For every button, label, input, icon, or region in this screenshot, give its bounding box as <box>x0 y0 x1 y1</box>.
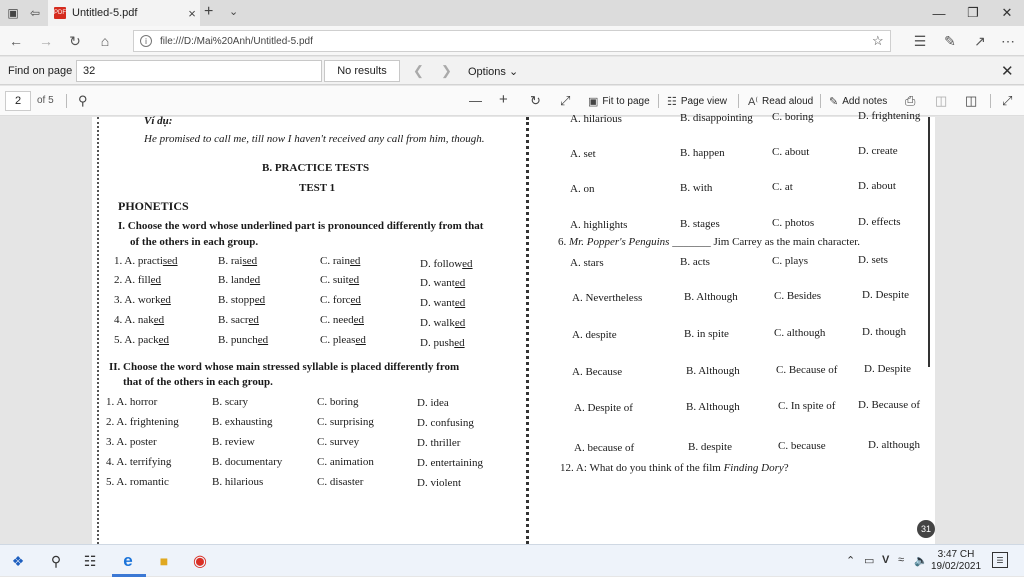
home-icon[interactable]: ⌂ <box>100 33 110 49</box>
stress-option: D. entertaining <box>417 457 483 469</box>
document-viewer[interactable] <box>0 110 1024 544</box>
volume-icon[interactable]: 🔈 <box>914 555 928 567</box>
stress-option: C. surprising <box>317 416 374 428</box>
stress-option: C. disaster <box>317 476 364 488</box>
save-as-icon[interactable]: ◫ <box>965 93 978 108</box>
toolbar-divider <box>658 94 659 108</box>
zoom-out-icon[interactable]: — <box>469 93 482 108</box>
phonetics-option <box>218 334 268 346</box>
minimize-button[interactable]: — <box>932 5 946 21</box>
find-input[interactable]: 32 <box>76 60 322 82</box>
find-label: Find on page <box>8 65 73 77</box>
question-12 <box>560 462 789 474</box>
page-spine-line <box>526 117 529 544</box>
stress-option: D. violent <box>417 477 461 489</box>
favorites-list-icon[interactable]: ☰ <box>913 32 927 49</box>
answer-option: C. plays <box>772 255 809 267</box>
answer-option: D. Despite <box>864 363 912 375</box>
underlined-part: ed <box>160 294 171 306</box>
film-title: Mr. Popper's Penguins <box>569 236 670 248</box>
tray-chevron-icon[interactable]: ⌃ <box>846 555 856 567</box>
system-clock[interactable] <box>930 549 982 573</box>
option-text: C. need <box>320 314 354 326</box>
answer-option: A. because of <box>574 442 635 454</box>
question-text: 6. <box>558 236 569 248</box>
question-text: ? <box>783 462 789 474</box>
answer-option: B. stages <box>680 218 720 230</box>
add-notes-button[interactable] <box>829 95 887 108</box>
windows-start-icon[interactable]: ❖ <box>11 552 25 569</box>
underlined-part: ed <box>254 294 266 306</box>
option-text: 2. A. fill <box>114 274 151 286</box>
network-icon[interactable]: ≈ <box>898 554 905 566</box>
find-next-icon[interactable]: ❯ <box>441 63 452 78</box>
phonetics-option <box>114 274 161 286</box>
find-options-button[interactable]: Options ⌄ <box>468 66 519 78</box>
stress-option: B. hilarious <box>212 476 264 488</box>
answer-option: A. despite <box>572 329 617 341</box>
underlined-part: ed <box>248 314 259 326</box>
question-6 <box>558 236 860 248</box>
stress-option: B. scary <box>212 396 249 408</box>
notification-center-icon[interactable]: ☰ <box>992 552 1008 568</box>
answer-option: A. stars <box>570 257 604 269</box>
fit-to-page-button[interactable] <box>588 95 650 108</box>
stress-option: 4. A. terrifying <box>106 456 172 468</box>
phonetics-option <box>320 274 359 286</box>
address-bar <box>0 26 1024 56</box>
info-icon[interactable]: i <box>140 35 152 47</box>
answer-option: C. photos <box>772 217 815 229</box>
option-text: D. walk <box>420 317 455 329</box>
example-label: Ví dụ: <box>144 115 173 127</box>
answer-option: B. with <box>680 182 713 194</box>
example-sentence: He promised to call me, till now I haven't received any call from him, though. <box>144 133 485 145</box>
underlined-part: ed <box>454 277 466 289</box>
zoom-in-icon[interactable]: + <box>499 91 508 108</box>
windows-taskbar <box>0 544 1024 576</box>
answer-option: B. Although <box>686 365 740 377</box>
read-aloud-icon: A⁽ <box>748 96 759 108</box>
answer-option: B. Although <box>684 291 738 303</box>
film-title: Finding Dory <box>723 462 784 474</box>
answer-option: C. although <box>774 327 826 339</box>
keyboard-layout-icon[interactable]: V <box>882 554 890 566</box>
clock-time: 3:47 CH <box>937 549 975 560</box>
find-result: No results <box>324 60 400 82</box>
stress-option: B. review <box>212 436 255 448</box>
find-previous-icon[interactable]: ❮ <box>413 63 424 78</box>
url-text: file:///D:/Mai%20Anh/Untitled-5.pdf <box>160 35 313 47</box>
forward-arrow-icon[interactable]: → <box>39 33 53 49</box>
clock-date: 19/02/2021 <box>930 561 982 572</box>
pdf-page <box>92 110 935 544</box>
question-text: 12. A: What do you think of the film <box>560 462 724 474</box>
save-icon[interactable]: ◫ <box>935 93 948 108</box>
stress-option: 2. A. frightening <box>106 416 179 428</box>
stress-option: C. boring <box>317 396 359 408</box>
new-tab-button[interactable]: + <box>204 3 214 20</box>
option-text: C. pleas <box>320 334 356 346</box>
phonetics-option <box>114 255 178 267</box>
tab-title: Untitled-5.pdf <box>72 7 138 19</box>
option-text: D. want <box>420 277 455 289</box>
practice-tests-title: B. PRACTICE TESTS <box>262 162 370 174</box>
option-text: D. want <box>420 297 455 309</box>
find-close-icon[interactable]: ✕ <box>1001 63 1014 80</box>
underlined-part: ed <box>454 297 466 309</box>
print-icon[interactable]: ⎙ <box>905 93 916 108</box>
underlined-part: ed <box>350 294 361 306</box>
answer-option: D. Because of <box>858 399 921 411</box>
answer-option: C. Because of <box>776 364 838 376</box>
answer-option: B. Although <box>686 401 740 413</box>
browser-tab-bar <box>0 0 1024 26</box>
answer-option: B. disappointing <box>680 112 753 124</box>
phonetics-option <box>420 317 465 329</box>
stress-option: B. exhausting <box>212 416 273 428</box>
search-icon[interactable]: ⚲ <box>50 552 62 569</box>
share-icon[interactable]: ↗ <box>974 32 986 49</box>
back-arrow-icon[interactable]: ← <box>9 33 23 49</box>
phonetics-option <box>320 294 361 306</box>
stress-option: C. survey <box>317 436 360 448</box>
pdf-file-icon: PDF <box>54 7 66 19</box>
phonetics-option <box>114 334 169 346</box>
phonetics-option <box>420 277 465 289</box>
url-field[interactable] <box>133 30 891 52</box>
answer-option: D. although <box>868 439 920 451</box>
more-menu-icon[interactable]: ⋯ <box>1001 32 1015 49</box>
stress-option: D. idea <box>417 397 449 409</box>
phonetics-option <box>420 337 465 349</box>
toolbar-divider <box>66 94 67 108</box>
option-text: D. follow <box>420 258 463 270</box>
option-text: 3. A. work <box>114 294 161 306</box>
toolbar-divider <box>990 94 991 108</box>
option-text: C. suit <box>320 274 349 286</box>
phonetics-option <box>320 334 366 346</box>
page-margin-line <box>97 117 99 544</box>
underlined-part: ed <box>249 274 261 286</box>
page-edge-line <box>928 117 930 367</box>
answer-option: A. Despite of <box>574 402 633 414</box>
answer-option: A. hilarious <box>570 113 622 125</box>
answer-option: A. on <box>570 183 595 195</box>
answer-option: B. happen <box>680 147 725 159</box>
page-view-label: Page view <box>680 96 728 107</box>
phonetics-option <box>320 314 364 326</box>
answer-option: A. set <box>570 148 596 160</box>
phonetics-option <box>320 255 360 267</box>
phonetics-heading: PHONETICS <box>118 199 189 213</box>
section1-instruction-cont: of the others in each group. <box>130 236 259 248</box>
stress-option: C. animation <box>317 456 374 468</box>
underlined-part: sed <box>242 255 258 267</box>
option-text: C. forc <box>320 294 351 306</box>
toolbar-divider <box>820 94 821 108</box>
answer-option: B. in spite <box>684 328 729 340</box>
pin-toolbar-icon[interactable]: ⤢ <box>1002 93 1013 108</box>
answer-option: C. because <box>778 440 826 452</box>
close-window-button[interactable]: ✕ <box>1001 5 1013 20</box>
answer-option: C. boring <box>772 111 814 123</box>
option-text: C. rain <box>320 255 350 267</box>
toolbar-divider <box>738 94 739 108</box>
refresh-icon[interactable]: ↻ <box>69 32 81 49</box>
phonetics-option <box>218 294 265 306</box>
answer-option: D. sets <box>858 254 888 266</box>
rotate-icon[interactable]: ↻ <box>530 93 541 108</box>
fit-page-icon: ▣ <box>588 96 599 108</box>
stress-option: 3. A. poster <box>106 436 157 448</box>
option-text: B. punch <box>218 334 258 346</box>
phonetics-option <box>114 294 171 306</box>
stress-option: D. thriller <box>417 437 461 449</box>
favorite-star-icon[interactable]: ☆ <box>872 33 884 48</box>
answer-option: D. frightening <box>858 110 921 122</box>
test-title: TEST 1 <box>299 182 336 194</box>
option-text: B. stopp <box>218 294 255 306</box>
tab-close-icon[interactable]: × <box>188 5 196 21</box>
underlined-part: ed <box>355 334 366 346</box>
phonetics-option <box>420 258 473 270</box>
phonetics-option <box>218 314 259 326</box>
phonetics-option <box>114 314 164 326</box>
answer-option: C. In spite of <box>778 400 836 412</box>
underlined-part: ed <box>153 314 165 326</box>
option-text: 1. A. practi <box>114 255 163 267</box>
underlined-part: sed <box>162 255 178 267</box>
option-text: 5. A. pack <box>114 334 159 346</box>
page-view-icon: ☷ <box>667 96 677 108</box>
tab-actions-icon[interactable]: ▣ <box>7 6 19 20</box>
page-count: of 5 <box>37 95 54 106</box>
underlined-part: ed <box>257 334 269 346</box>
stress-option: B. documentary <box>212 456 283 468</box>
find-options-label: Options <box>468 66 506 78</box>
answer-option: D. Despite <box>862 289 910 301</box>
phonetics-option <box>218 274 260 286</box>
page-number-badge: 31 <box>917 520 935 538</box>
tab-preview-icon[interactable]: ⇦ <box>29 6 41 20</box>
search-icon[interactable]: ⚲ <box>78 93 88 108</box>
add-notes-label: Add notes <box>842 96 888 107</box>
underlined-part: ed <box>454 317 466 329</box>
answer-option: D. about <box>858 180 896 192</box>
stress-option: D. confusing <box>417 417 474 429</box>
read-aloud-label: Read aloud <box>762 96 814 107</box>
question-text: _______ Jim Carrey as the main character. <box>669 236 861 248</box>
answer-option: D. effects <box>858 216 901 228</box>
read-aloud-button[interactable] <box>748 95 813 108</box>
fullscreen-icon[interactable]: ⤢ <box>560 93 571 108</box>
section2-instruction-cont: that of the others in each group. <box>123 376 273 388</box>
chevron-down-icon[interactable]: ⌄ <box>229 6 239 18</box>
underlined-part: ed <box>462 258 473 270</box>
tab-untitled-pdf[interactable] <box>48 0 200 26</box>
underlined-part: ed <box>353 314 364 326</box>
restore-button[interactable]: ❐ <box>967 5 979 20</box>
underlined-part: ed <box>348 274 360 286</box>
battery-icon[interactable]: ▭ <box>864 555 875 567</box>
answer-option: C. at <box>772 181 793 193</box>
phonetics-option <box>420 297 465 309</box>
answer-option: B. acts <box>680 256 710 268</box>
page-view-button[interactable] <box>667 95 727 108</box>
answer-option: A. Nevertheless <box>572 292 643 304</box>
file-explorer-icon[interactable]: ■ <box>159 553 169 569</box>
edge-browser-icon[interactable]: e <box>123 551 133 570</box>
section2-instruction: II. Choose the word whose main stressed syllable is placed differently from <box>109 361 460 373</box>
section1-instruction: I. Choose the word whose underlined part is pronounced differently from that <box>118 220 484 232</box>
option-text: D. push <box>420 337 455 349</box>
option-text: 4. A. nak <box>114 314 154 326</box>
find-bar <box>0 57 1024 85</box>
underlined-part: ed <box>158 334 169 346</box>
answer-option: D. though <box>862 326 906 338</box>
task-view-icon[interactable]: ☷ <box>83 552 97 569</box>
chrome-browser-icon[interactable]: ◉ <box>193 553 207 570</box>
answer-option: D. create <box>858 145 898 157</box>
answer-option: C. about <box>772 146 810 158</box>
option-text: B. sacr <box>218 314 249 326</box>
underlined-part: ed <box>150 274 162 286</box>
pen-notes-icon[interactable]: ✎ <box>944 32 956 49</box>
underlined-part: ed <box>349 255 361 267</box>
phonetics-option <box>218 255 257 267</box>
stress-option: 5. A. romantic <box>106 476 169 488</box>
fit-to-page-label: Fit to page <box>602 96 650 107</box>
answer-option: B. despite <box>688 441 732 453</box>
stress-option: 1. A. horror <box>106 396 158 408</box>
page-number-input[interactable]: 2 <box>5 91 31 111</box>
underlined-part: ed <box>454 337 465 349</box>
answer-option: A. highlights <box>570 219 628 231</box>
option-text: B. land <box>218 274 250 286</box>
option-text: B. rai <box>218 255 243 267</box>
pen-icon: ✎ <box>829 96 839 108</box>
answer-option: C. Besides <box>774 290 822 302</box>
answer-option: A. Because <box>572 366 623 378</box>
